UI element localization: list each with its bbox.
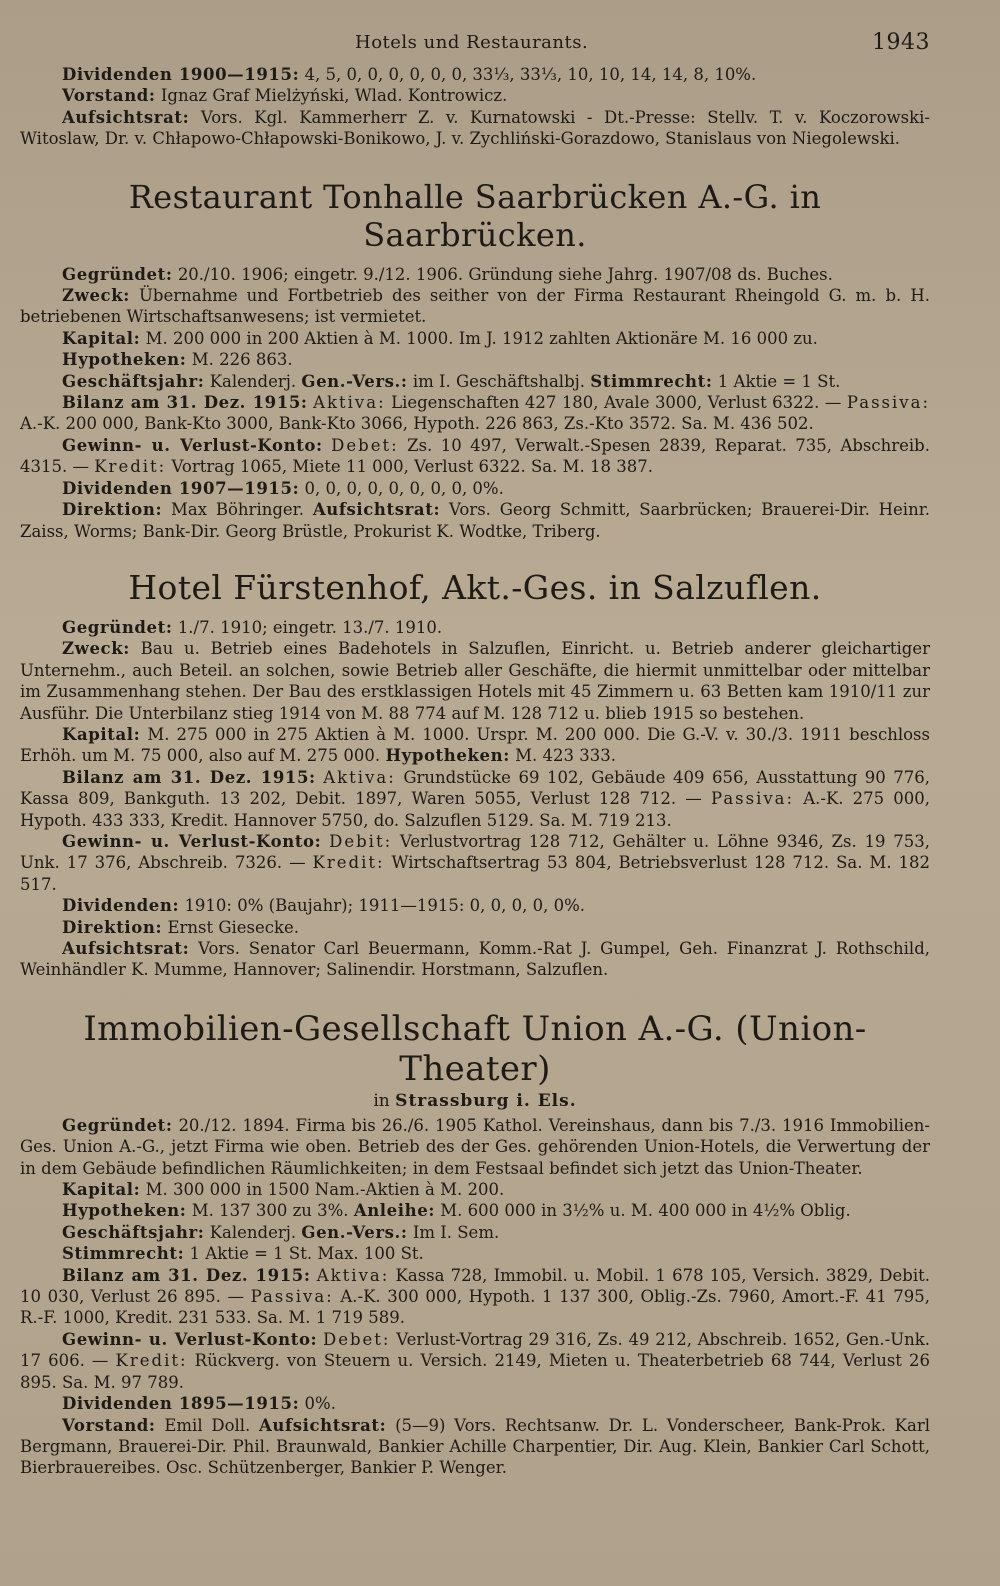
- aufsichtsrat-label: Aufsichtsrat:: [62, 107, 190, 127]
- debit-text: Verlustvortrag 128 712, Gehälter u. Löhne 9346, Zs. 19 753, Unk. 17 376, Abschreib. 7326. —: [20, 831, 930, 873]
- passiva-text: A.-K. 200 000, Bank-Kto 3000, Bank-Kto 3066, Hypoth. 226 863, Zs.-Kto 3572. Sa. M. 436 502.: [20, 414, 814, 434]
- dividenden-label: Dividenden 1907—1915:: [62, 478, 300, 498]
- vorstand-label: Vorstand:: [62, 1415, 156, 1435]
- genvers-label: Gen.-Vers.:: [301, 371, 408, 391]
- genvers-label: Gen.-Vers.:: [301, 1222, 408, 1242]
- geschaeftsjahr-text: Kalenderj.: [209, 371, 297, 391]
- kredit-text: Wirtschaftsertrag 53 804, Betriebsverlust 128 712. Sa. M. 182 517.: [20, 853, 931, 894]
- company-title-tonhalle: Restaurant Tonhalle Saarbrücken A.-G. in Saarbrücken.: [128, 177, 822, 254]
- kapital-label: Kapital:: [62, 1180, 141, 1200]
- bilanz-label: Bilanz am 31. Dez. 1915:: [62, 393, 308, 413]
- kapital-text: M. 300 000 in 1500 Nam.-Aktien à M. 200.: [145, 1180, 505, 1200]
- dividenden-text: 0, 0, 0, 0, 0, 0, 0, 0, 0%.: [304, 478, 504, 498]
- kredit-word: Kredit:: [94, 457, 167, 477]
- geschaeftsjahr-label: Geschäftsjahr:: [62, 1222, 205, 1242]
- guv-label: Gewinn- u. Verlust-Konto:: [62, 1329, 318, 1349]
- hypotheken-label: Hypotheken:: [62, 1201, 187, 1221]
- passiva-word: Passiva:: [846, 393, 931, 413]
- aufsichtsrat-label: Aufsichtsrat:: [312, 500, 441, 520]
- debit-word: Debit:: [329, 831, 393, 851]
- passiva-word: Passiva:: [710, 789, 795, 809]
- vorstand-line: [20, 85, 930, 106]
- hypotheken-text: M. 423 333.: [515, 746, 617, 766]
- running-title: Hotels und Restaurants.: [355, 32, 589, 53]
- page-header: [20, 30, 930, 64]
- bilanz-label: Bilanz am 31. Dez. 1915:: [62, 767, 316, 787]
- entry-fuerstenhof: [20, 617, 930, 981]
- aufsichtsrat-text: (5—9) Vors. Rechtsanw. Dr. L. Vonderscheer, Bank-Prok. Karl Bergmann, Brauerei-Dir. Phil. Braunwald, Bankier Achille Charpentier, Dir. Aug. Klein, Bankier Carl Schott, Bierbrauereibes. Osc. Schützenberger, Bankier P. Wenger.: [20, 1415, 930, 1478]
- zweck-text: Übernahme und Fortbetrieb des seither von der Firma Restaurant Rheingold G. m. b. H. betriebenen Wirtschaftsanwesens; ist vermietet.: [20, 286, 930, 327]
- dividenden-text: 4, 5, 0, 0, 0, 0, 0, 0, 33⅓, 33⅓, 10, 10, 14, 14, 8, 10%.: [304, 65, 757, 84]
- aktiva-word: Aktiva:: [323, 767, 396, 787]
- kapital-text: M. 200 000 in 200 Aktien à M. 1000. Im J. 1912 zahlten Aktionäre M. 16 000 zu.: [145, 328, 818, 348]
- geschaeftsjahr-text: Kalenderj.: [209, 1222, 297, 1242]
- passiva-word: Passiva:: [250, 1287, 334, 1307]
- kapital-label: Kapital:: [62, 328, 141, 348]
- guv-label: Gewinn- u. Verlust-Konto:: [62, 831, 322, 851]
- debet-word: Debet:: [322, 1329, 391, 1349]
- passiva-text: A.-K. 275 000, Hypoth. 433 333, Kredit. Hannover 5750, do. Salzuflen 5129. Sa. M. 719 213.: [20, 789, 931, 830]
- passiva-text: A.-K. 300 000, Hypoth. 1 137 300, Oblig.-Zs. 7960, Amort.-F. 41 795, R.-F. 1000, Kredit. 231 533. Sa. M. 1 719 589.: [20, 1287, 931, 1328]
- company-title-fuerstenhof: Hotel Fürstenhof, Akt.-Ges. in Salzuflen.: [128, 567, 822, 607]
- aktiva-word: Aktiva:: [313, 393, 386, 413]
- kredit-word: Kredit:: [312, 853, 385, 873]
- zweck-label: Zweck:: [62, 286, 130, 306]
- company-subtitle-union: [20, 1091, 930, 1111]
- aufsichtsrat-label: Aufsichtsrat:: [62, 939, 190, 958]
- stimmrecht-label: Stimmrecht:: [62, 1244, 185, 1264]
- debet-text: Zs. 10 497, Verwalt.-Spesen 2839, Reparat. 735, Abschreib. 4315. —: [20, 435, 930, 477]
- aufsichtsrat-text: Vors. Kgl. Kammerherr Z. v. Kurnatowski - Dt.-Presse: Stellv. T. v. Koczorowski-Witoslaw, Dr. v. Chłapowo-Chłapowski-Bonikowo, J. v. Zychliński-Gorazdowo, Stanislaus von Niegolewski.: [20, 107, 930, 149]
- direktion-text: Max Böhringer.: [171, 500, 304, 520]
- previous-entry-continuation: [20, 64, 930, 150]
- aktiva-text: Kassa 728, Immobil. u. Mobil. 1 678 105, Versich. 3829, Debit. 10 030, Verlust 26 895. —: [20, 1265, 931, 1307]
- hypotheken-text: M. 226 863.: [191, 350, 293, 370]
- aufsichtsrat-label: Aufsichtsrat:: [259, 1415, 387, 1435]
- kredit-word: Kredit:: [115, 1351, 188, 1371]
- dividenden-text: 0%.: [304, 1394, 336, 1414]
- entry-union: [20, 1115, 930, 1479]
- geschaeftsjahr-label: Geschäftsjahr:: [62, 371, 205, 391]
- gegruendet-text: 20./12. 1894. Firma bis 26./6. 1905 Kathol. Vereinshaus, dann bis 7./3. 1916 Immobilien-Ges. Union A.-G., jetzt Firma wie oben. Betrieb des der Ges. gehörenden Union-Hotels, die Verwertung der in dem Gebäude befindlichen Räumlichkeiten; in dem Festsaal befindet sich jetzt das Union-Theater.: [20, 1115, 930, 1178]
- direktion-label: Direktion:: [62, 500, 163, 520]
- anleihe-label: Anleihe:: [353, 1201, 436, 1221]
- kredit-text: Vortrag 1065, Miete 11 000, Verlust 6322. Sa. M. 18 387.: [171, 457, 653, 477]
- gegruendet-label: Gegründet:: [62, 1115, 173, 1135]
- gegruendet-label: Gegründet:: [62, 264, 173, 284]
- hypotheken-text: M. 137 300 zu 3%.: [191, 1201, 349, 1221]
- subtitle-place: Strassburg i. Els.: [395, 1090, 577, 1111]
- dividenden-label: Dividenden 1895—1915:: [62, 1394, 300, 1414]
- gegruendet-text: 20./10. 1906; eingetr. 9./12. 1906. Gründung siehe Jahrg. 1907/08 ds. Buches.: [177, 264, 833, 284]
- aufsichtsrat-text: Vors. Senator Carl Beuermann, Komm.-Rat J. Gumpel, Geh. Finanzrat J. Rothschild, Weinhändler K. Mumme, Hannover; Salinendir. Horstmann, Salzuflen.: [20, 939, 931, 980]
- direktion-label: Direktion:: [62, 917, 163, 937]
- zweck-label: Zweck:: [62, 639, 130, 659]
- company-title-union: Immobilien-Gesellschaft Union A.-G. (Union-Theater): [83, 1008, 867, 1089]
- dividenden-text: 1910: 0% (Baujahr); 1911—1915: 0, 0, 0, 0, 0%.: [184, 896, 586, 916]
- direktion-text: Ernst Giesecke.: [167, 917, 300, 937]
- dividenden-label: Dividenden:: [62, 896, 180, 916]
- debet-text: Verlust-Vortrag 29 316, Zs. 49 212, Abschreib. 1652, Gen.-Unk. 17 606. —: [20, 1329, 930, 1371]
- guv-label: Gewinn- u. Verlust-Konto:: [62, 435, 323, 455]
- vorstand-text: Ignaz Graf Mielżyński, Wlad. Kontrowicz.: [160, 86, 508, 106]
- kapital-text: M. 275 000 in 275 Aktien à M. 1000. Urspr. M. 200 000. Die G.-V. v. 30./3. 1911 beschloss Erhöh. um M. 75 000, also auf M. 275 000.: [20, 724, 930, 766]
- debet-word: Debet:: [331, 435, 399, 455]
- stimmrecht-label: Stimmrecht:: [590, 371, 713, 391]
- subtitle-prefix: in: [373, 1090, 390, 1111]
- aktiva-text: Liegenschaften 427 180, Avale 3000, Verlust 6322. —: [391, 393, 842, 413]
- dividenden-label: Dividenden 1900—1915:: [62, 65, 300, 84]
- genvers-text: Im I. Sem.: [412, 1222, 500, 1242]
- entry-tonhalle: [20, 264, 930, 542]
- dividenden-line: [20, 64, 930, 85]
- vorstand-label: Vorstand:: [62, 86, 156, 106]
- kapital-label: Kapital:: [62, 724, 141, 744]
- vorstand-text: Emil Doll.: [164, 1415, 251, 1435]
- kredit-text: Rückverg. von Steuern u. Versich. 2149, Mieten u. Theaterbetrieb 68 744, Verlust 26 895. Sa. M. 97 789.: [20, 1351, 931, 1392]
- stimmrecht-text: 1 Aktie = 1 St. Max. 100 St.: [189, 1244, 424, 1264]
- aufsichtsrat-line: [20, 107, 930, 150]
- gegruendet-label: Gegründet:: [62, 617, 173, 637]
- hypotheken-label: Hypotheken:: [62, 350, 187, 370]
- stimmrecht-text: 1 Aktie = 1 St.: [717, 371, 841, 391]
- hypotheken-label: Hypotheken:: [385, 746, 510, 766]
- anleihe-text: M. 600 000 in 3½% u. M. 400 000 in 4½% Oblig.: [440, 1201, 851, 1221]
- bilanz-label: Bilanz am 31. Dez. 1915:: [62, 1265, 311, 1285]
- aufsichtsrat-text: Vors. Georg Schmitt, Saarbrücken; Brauerei-Dir. Heinr. Zaiss, Worms; Bank-Dir. Georg Brüstle, Prokurist K. Wodtke, Triberg.: [20, 500, 931, 541]
- genvers-text: im I. Geschäftshalbj.: [412, 371, 585, 391]
- page-number: 1943: [872, 30, 930, 55]
- aktiva-text: Grundstücke 69 102, Gebäude 409 656, Ausstattung 90 776, Kassa 809, Bankguth. 13 202, Debit. 1897, Waren 5055, Verlust 128 712. —: [20, 767, 931, 809]
- aktiva-word: Aktiva:: [316, 1265, 390, 1285]
- gegruendet-text: 1./7. 1910; eingetr. 13./7. 1910.: [177, 617, 443, 637]
- zweck-text: Bau u. Betrieb eines Badehotels in Salzuflen, Einricht. u. Betrieb anderer gleichartiger Unternehm., auch Beteil. an solchen, sowie Betrieb aller Geschäfte, die hiermit unmittelbar oder mittelbar im Zusammenhang stehen. Der Bau des erstklassigen Hotels mit 45 Zimmern u. 63 Betten kam 1910/11 zur Ausführ. Die Unterbilanz stieg 1914 von M. 88 774 auf M. 128 712 u. blieb 1915 so bestehen.: [20, 639, 930, 723]
